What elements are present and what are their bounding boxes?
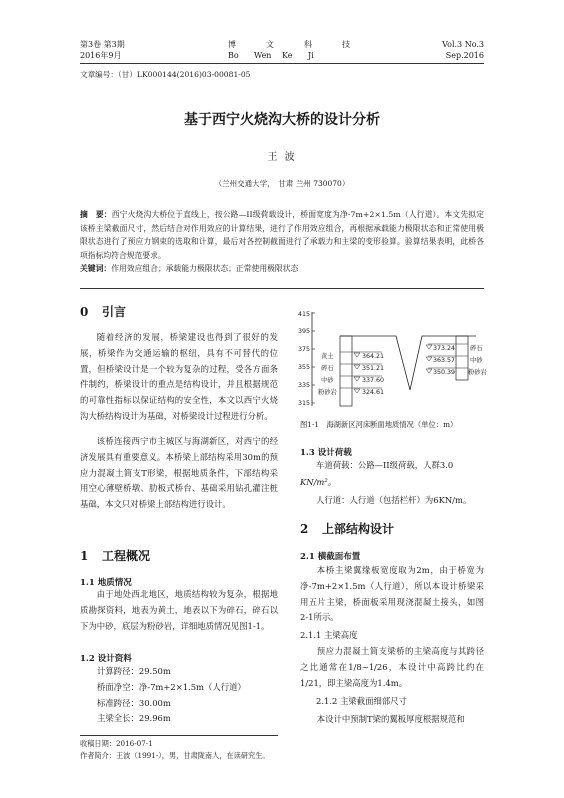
keywords-label: 关键词： bbox=[80, 264, 112, 274]
vehicle-load-unit: KN/m²。 bbox=[300, 477, 337, 487]
section-1-heading: 1 工程概况 bbox=[80, 549, 151, 563]
left-borehole bbox=[340, 336, 352, 406]
paper-title: 基于西宁火烧沟大桥的设计分析 bbox=[184, 112, 380, 128]
section-0-paragraph-2: 该桥连接西宁市主城区与海湖新区，对西宁的经济发展具有重要意义。本桥梁上部结构采用30m的预应力混凝土简支T形梁，根据地质条件，下部结构采用空心薄壁桥墩、肋板式桥台、基础采用钻孔灌注桩基础，本文只对桥梁上部结构进行设计。 bbox=[80, 436, 278, 510]
abstract-label: 摘 要： bbox=[80, 210, 112, 219]
section-1-3-heading: 1.3 设计荷载 bbox=[300, 448, 352, 458]
tick-label: 415 bbox=[297, 311, 310, 318]
left-layer-elevation: 324.61 bbox=[362, 389, 385, 396]
elevation-marker-icon bbox=[354, 377, 360, 381]
section-2-heading: 2 上部结构设计 bbox=[300, 522, 395, 536]
geology-cross-section-figure bbox=[297, 308, 487, 408]
elevation-marker-icon bbox=[354, 353, 360, 357]
section-0-heading: 0 引言 bbox=[80, 305, 127, 319]
right-layer-elevation: 363.57 bbox=[433, 357, 456, 364]
spec-row: 主梁全长：29.96m bbox=[97, 713, 171, 724]
section-0-paragraph-1: 随着经济的发展，桥梁建设也得到了很好的发展，桥梁作为交通运输的枢纽，具有不可替代的位置，但桥梁设计是一个较为复杂的过程，受各方面条件制约，桥梁设计的重点是结构设计，并且根据规范的可靠性指标以保证结构的安全性，本文以西宁火烧沟大桥结构设计为基础，对桥梁设计过程进行分析。 bbox=[80, 332, 278, 421]
figure-caption: 图1-1 海湖新区河床断面地质情况（单位：m） bbox=[300, 420, 458, 429]
spec-row: 标准跨径：30.00m bbox=[97, 697, 171, 708]
article-number: 文章编号：（甘）LK000144(2016)03-00081-05 bbox=[80, 70, 251, 79]
pedestrian-load-line: 人行道：人行道（包括栏杆）为6KN/m。 bbox=[316, 495, 472, 505]
abstract-text: 西宁火烧沟大桥位于直线上，按公路—II级荷载设计，桥面宽度为净-7m+2×1.5m（人行道）。本文先拟定该桥主梁截面尺寸，然后结合对作用效应的计算结果，进行了作用效应组合，再根据承载能力极限状态和正常使用极限状态进行了预应力钢束的选取和计算，最后对各控制截面进行了承载力和主梁的变形验算。验算结果表明，此桥各项指标均符合规范要求。 bbox=[80, 210, 484, 260]
spec-row: 计算跨径：29.50m bbox=[97, 666, 171, 676]
section-2-1-2-paragraph: 本设计中预制T梁的翼板厚度根据规范和 bbox=[316, 714, 465, 724]
issue-label: 第3卷 第3期 bbox=[80, 40, 125, 49]
design-specs-list bbox=[97, 664, 287, 727]
section-1-1-paragraph: 由于地处西北地区，地质结构较为复杂，根据地质勘探资料，地表为黄土，地表以下为碎石，碎石以下为中砂，底层为粉砂岩，详细地质情况见图1-1。 bbox=[80, 589, 278, 631]
abstract bbox=[80, 208, 484, 276]
left-layer-name: 碎石 bbox=[321, 365, 334, 372]
left-layer-name: 黄土 bbox=[321, 353, 334, 360]
tick-label: 375 bbox=[297, 346, 310, 353]
right-borehole bbox=[456, 336, 468, 380]
section-2-1-2-heading: 2.1.2 主梁截面细部尺寸 bbox=[316, 696, 407, 706]
left-layer-name: 粉砂岩 bbox=[318, 389, 337, 396]
tick-label: 315 bbox=[297, 400, 310, 407]
section-2-1-heading: 2.1 横截面布置 bbox=[300, 552, 361, 562]
keywords-text: 作用效应组合；承载能力极限状态；正常使用极限状态 bbox=[111, 264, 299, 274]
section-1-1-heading: 1.1 地质情况 bbox=[80, 578, 132, 588]
elevation-marker-icon bbox=[354, 389, 360, 393]
right-layer-name: 碎石 bbox=[470, 345, 483, 352]
elevation-marker-icon bbox=[354, 365, 360, 369]
tick-label: 355 bbox=[297, 364, 310, 371]
right-layer-name: 中砂 bbox=[470, 357, 483, 364]
elevation-marker-icon bbox=[426, 369, 432, 373]
header-rule bbox=[80, 63, 484, 64]
elevation-marker-icon bbox=[426, 357, 432, 361]
issue-date: 2016年9月 bbox=[80, 51, 122, 60]
author-name: 王 波 bbox=[267, 152, 297, 163]
spec-row: 桥面净空：净-7m+2×1.5m（人行道） bbox=[97, 681, 246, 692]
elevation-marker-icon bbox=[426, 345, 432, 349]
left-layer-name: 中砂 bbox=[321, 377, 334, 384]
section-2-1-paragraph: 本桥主梁翼缘板宽度取为2m，由于桥宽为净-7m+2×1.5m（人行道），所以本设计桥梁采用五片主梁，桥面板采用现浇混凝土接头，如图2-1所示。 bbox=[300, 565, 484, 623]
tick-label: 395 bbox=[297, 328, 310, 335]
left-layer-elevation: 337.60 bbox=[362, 377, 385, 384]
section-1-2-heading: 1.2 设计资料 bbox=[80, 654, 132, 664]
journal-name-cn: 博 文 科 技 bbox=[228, 40, 350, 49]
author-bio: 作者简介：王波（1991-），男，甘肃陇南人，在读研究生。 bbox=[80, 751, 270, 760]
right-layer-elevation: 350.39 bbox=[433, 369, 456, 376]
footnote-rule bbox=[80, 735, 278, 736]
left-layer-elevation: 364.21 bbox=[362, 353, 385, 360]
tick-label: 335 bbox=[297, 382, 310, 389]
vehicle-load-line: 车道荷载：公路—II级荷载，人群3.0 bbox=[316, 460, 454, 470]
section-2-1-1-paragraph: 预应力混凝土简支梁桥的主梁高度与其跨径之比通常在1/8~1/26，本设计中高跨比约在1/21，即主梁高度为1.4m。 bbox=[300, 646, 484, 688]
affiliation: （兰州交通大学， 甘肃 兰州 730070） bbox=[214, 179, 350, 188]
left-layer-elevation: 351.21 bbox=[362, 365, 385, 372]
journal-name-pinyin: Bo Wen Ke Ji bbox=[228, 51, 314, 60]
right-layer-name: 粉砂岩 bbox=[468, 369, 487, 376]
abstract-rule bbox=[80, 288, 484, 289]
volume-label: Vol.3 No.3 bbox=[442, 40, 484, 49]
volume-date: Sep.2016 bbox=[445, 51, 484, 60]
received-date: 收稿日期：2016-07-1 bbox=[80, 739, 153, 748]
section-2-1-1-heading: 2.1.1 主梁高度 bbox=[300, 630, 358, 640]
right-layer-elevation: 373.24 bbox=[433, 345, 456, 352]
